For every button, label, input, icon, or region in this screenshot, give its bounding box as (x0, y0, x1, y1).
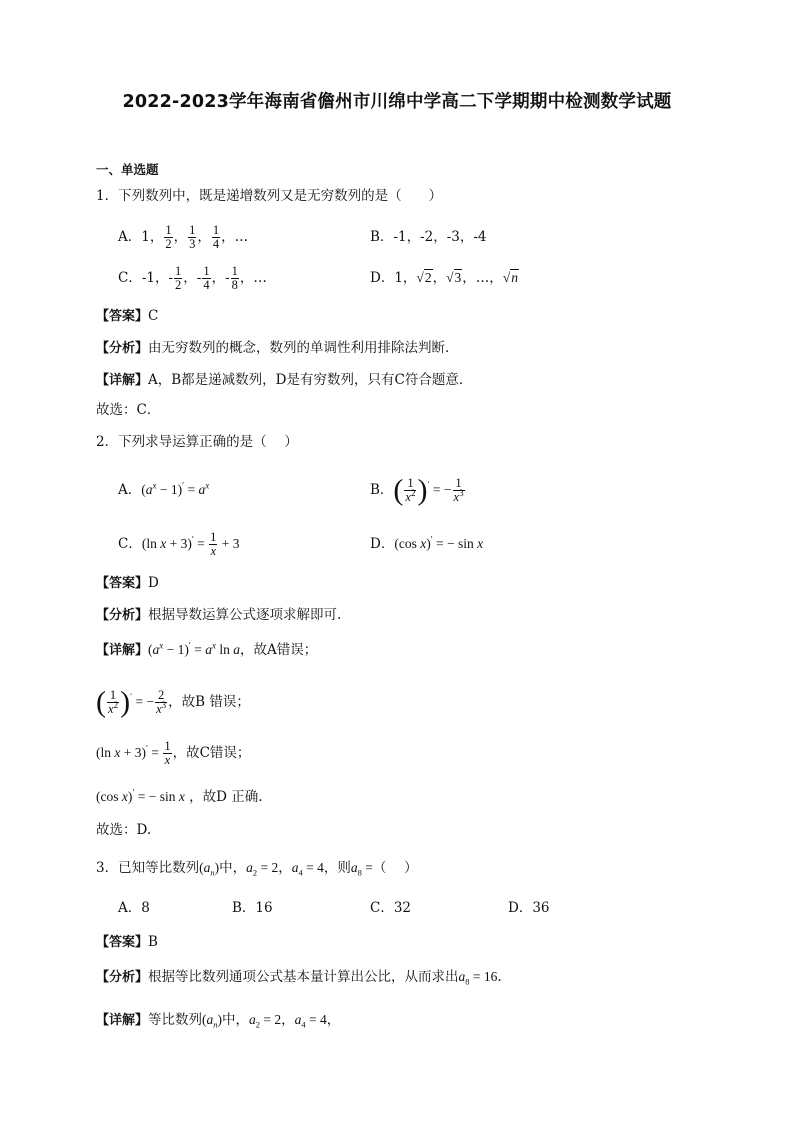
q3-option-b: B．16 (232, 900, 273, 916)
q2-detail-b: ( $\frac{1}{x^2}$ )′ = − $\frac{2}{x^3}$ ，故B 错误； (96, 685, 250, 719)
q3-detail: 【详解】等比数列$(a_n)$中，$a_2 = 2$，$a_4 = 4$， (96, 1012, 341, 1030)
q2-detail-a: 【详解】$(a^x - 1)' = a^x$ ln a，故A错误； (96, 640, 318, 658)
q3-option-d: D．36 (508, 900, 550, 916)
q2-stem: 2．下列求导运算正确的是（ ） (96, 434, 298, 450)
q2-answer: 【答案】D (96, 575, 159, 591)
page-title: 2022-2023学年海南省儋州市川绵中学高二下学期期中检测数学试题 (122, 92, 672, 112)
q3-analysis: 【分析】根据等比数列通项公式基本量计算出公比，从而求出$a_8 = 16$. (96, 969, 502, 987)
q1-option-d: D．1，√2，√3，…，√n (370, 270, 518, 286)
q2-option-c: C．(ln x + 3)′ = $\frac{1}{x}$ + 3 (118, 530, 240, 558)
q2-detail-c: (ln x + 3)′ = $\frac{1}{x}$ ，故C错误； (96, 739, 251, 767)
q2-option-b: B．( $\frac{1}{x^2}$ )′ = − $\frac{1}{x^3}$ (370, 473, 464, 507)
q2-detail-d: (cos x)′ = − sin x ，故D 正确. (96, 787, 263, 805)
q3-option-a: A．8 (118, 900, 150, 916)
q1-option-b: B．-1，-2，-3，-4 (370, 229, 487, 245)
q1-option-a: A．1， $\frac{1}{2}$ ， $\frac{1}{3}$ ， $\frac{1}{4}$ ，… (118, 223, 249, 251)
q3-option-c: C．32 (370, 900, 412, 916)
q1-answer: 【答案】C (96, 308, 159, 324)
q1-detail: 【详解】A，B都是递减数列，D是有穷数列，只有C符合题意． (96, 372, 473, 388)
q3-stem: 3．已知等比数列$(a_n)$中，$a_2 = 2$，$a_4 = 4$，则$a_8$ =（ ） (96, 860, 418, 878)
q1-option-c: C．-1，- $\frac{1}{2}$ ，- $\frac{1}{4}$ ，- $\frac{1}{8}$ ，… (118, 264, 267, 292)
q2-option-a: A．$(a^x - 1)' = a^x$ (118, 480, 210, 498)
q1-conclusion: 故选：C． (96, 402, 161, 418)
q1-analysis: 【分析】由无穷数列的概念，数列的单调性利用排除法判断． (96, 340, 459, 356)
section-heading: 一、单选题 (96, 162, 159, 177)
q2-conclusion: 故选：D. (96, 822, 152, 838)
q2-analysis: 【分析】根据导数运算公式逐项求解即可. (96, 607, 342, 623)
q2-option-d: D．(cos x)′ = − sin x (370, 534, 484, 552)
q3-answer: 【答案】B (96, 934, 158, 950)
q1-stem: 1．下列数列中，既是递增数列又是无穷数列的是（ ） (96, 188, 443, 204)
